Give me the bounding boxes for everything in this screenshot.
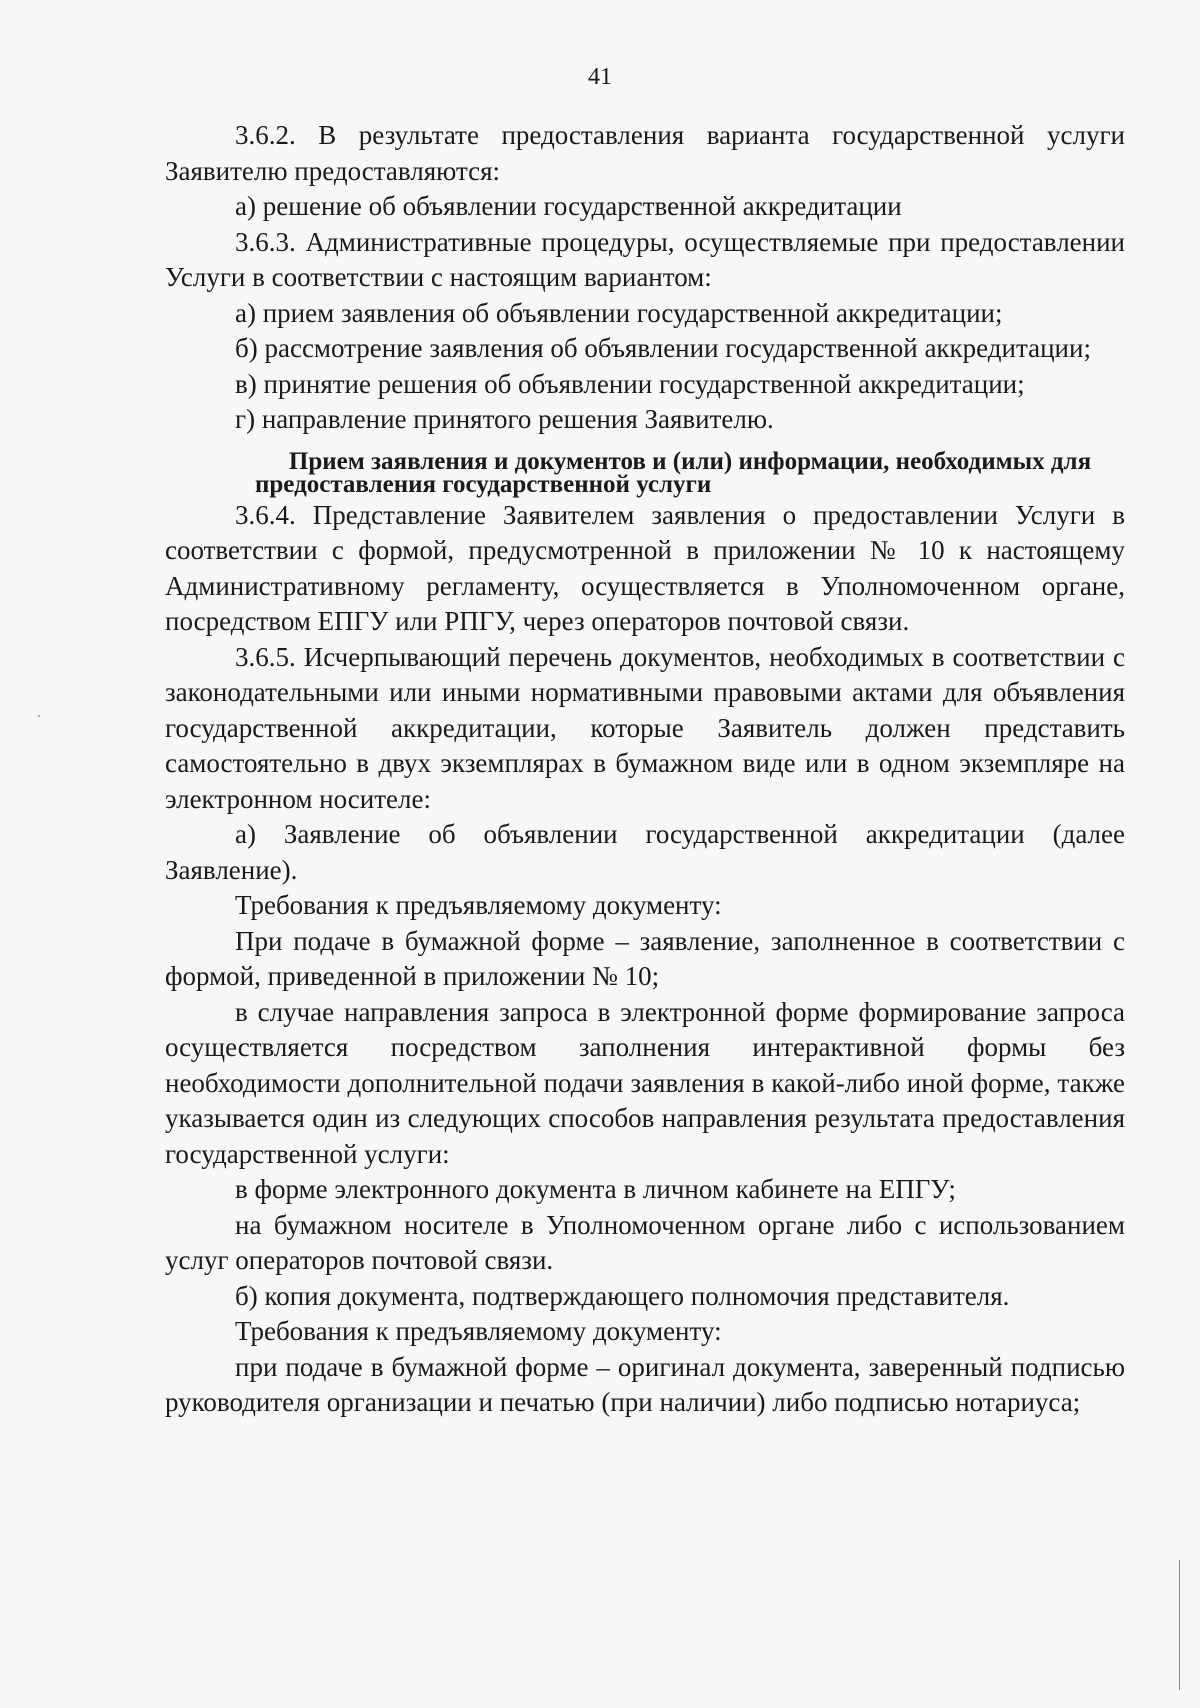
paragraph: в) принятие решения об объявлении государственной аккредитации; bbox=[235, 368, 1025, 399]
section-heading: Прием заявления и документов и (или) информации, необходимых для предоставления государственной услуги bbox=[255, 447, 1092, 498]
paragraph: Требования к предъявляемому документу: bbox=[235, 1316, 722, 1346]
paragraph: при подаче в бумажной форме – оригинал документа, заверенный подписью руководителя организации и печатью (при наличии) либо подписью нотариуса; bbox=[165, 1351, 1125, 1417]
paragraph: б) рассмотрение заявления об объявлении государственной аккредитации; bbox=[235, 333, 1091, 363]
paragraph: в случае направления запроса в электронной форме формирование запроса осуществляется посредством заполнения интерактивной формы без необходимости дополнительной подачи заявления в какой-либо иной форме, также указывается один из следующих способов направления результата предоставления государственной услуги: bbox=[165, 996, 1125, 1169]
scan-edge-line bbox=[1179, 1560, 1180, 1690]
document-body bbox=[165, 118, 1125, 1421]
paragraph: 3.6.4. Представление Заявителем заявления о предоставлении Услуги в соответствии с формой, предусмотренной в приложении № 10 к настоящему Административному регламенту, осуществляется в Уполномоченном органе, посредством ЕПГУ или РПГУ, через операторов почтовой связи. bbox=[165, 499, 1125, 636]
paragraph: При подаче в бумажной форме – заявление, заполненное в соответствии с формой, приведенной в приложении № 10; bbox=[165, 925, 1125, 991]
scan-speck bbox=[38, 715, 40, 717]
paragraph: 3.6.3. Административные процедуры, осуществляемые при предоставлении Услуги в соответствии с настоящим вариантом: bbox=[165, 226, 1125, 292]
paragraph: 3.6.5. Исчерпывающий перечень документов, необходимых в соответствии с законодательными или иными нормативными правовыми актами для объявления государственной аккредитации, которые Заявитель должен представить самостоятельно в двух экземплярах в бумажном виде или в одном экземпляре на электронном носителе: bbox=[165, 641, 1125, 814]
paragraph: Требования к предъявляемому документу: bbox=[235, 890, 722, 920]
paragraph: а) решение об объявлении государственной аккредитации bbox=[235, 191, 902, 221]
paragraph: на бумажном носителе в Уполномоченном органе либо с использованием услуг операторов почтовой связи. bbox=[165, 1209, 1125, 1275]
paragraph: 3.6.2. В результате предоставления варианта государственной услуги Заявителю предоставляются: bbox=[165, 120, 1125, 186]
top-paragraphs bbox=[165, 118, 1125, 438]
paragraph: б) копия документа, подтверждающего полномочия представителя. bbox=[235, 1280, 1010, 1311]
bottom-paragraphs bbox=[165, 498, 1125, 1421]
paragraph: а) Заявление об объявлении государственной аккредитации (далее Заявление). bbox=[165, 819, 1125, 885]
paragraph: в форме электронного документа в личном кабинете на ЕПГУ; bbox=[235, 1174, 956, 1204]
paragraph: г) направление принятого решения Заявителю. bbox=[235, 404, 774, 434]
page-number: 41 bbox=[588, 64, 612, 90]
paragraph: а) прием заявления об объявлении государственной аккредитации; bbox=[235, 297, 1003, 328]
